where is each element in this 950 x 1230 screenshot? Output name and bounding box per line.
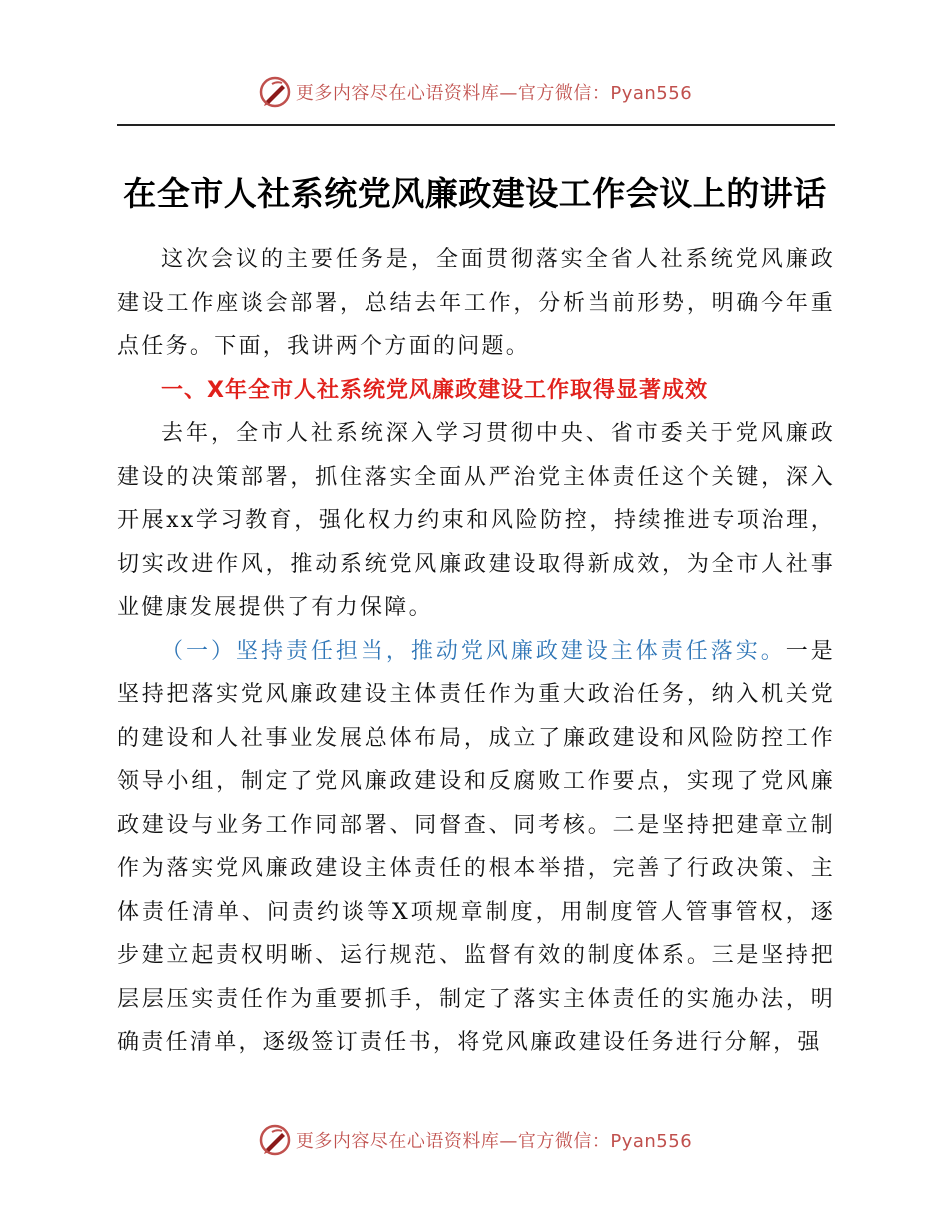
subsection-body: 一是坚持把落实党风廉政建设主体责任作为重大政治任务，纳入机关党的建设和人社事业发展总体布局，成立了廉政建设和风险防控工作领导小组，制定了党风廉政建设和反腐败工作要点，实现了党风廉政建设与业务工作同部署、同督查、同考核。二是坚持把建章立制作为落实党风廉政建设主体责任的根本举措，完善了行政决策、主体责任清单、问责约谈等X项规章制度，用制度管人管事管权，逐步建立起责权明晰、运行规范、监督有效的制度体系。三是坚持把层层压实责任作为重要抓手，制定了落实主体责任的实施办法，明确责任清单，逐级签订责任书，将党风廉政建设任务进行分解，强 (117, 638, 835, 1055)
section-heading: 一、X年全市人社系统党风廉政建设工作取得显著成效 (161, 377, 708, 403)
section-paragraph: 去年，全市人社系统深入学习贯彻中央、省市委关于党风廉政建设的决策部署，抓住落实全面从严治党主体责任这个关键，深入开展xx学习教育，强化权力约束和风险防控，持续推进专项治理，切实改进作风，推动系统党风廉政建设取得新成效，为全市人社事业健康发展提供了有力保障。 (117, 421, 835, 620)
watermark-text: 更多内容尽在心语资料库—官方微信：Pyan556 (295, 1131, 693, 1152)
document-body (117, 238, 835, 1065)
subsection-paragraph (117, 630, 835, 1065)
pen-logo-icon (258, 1123, 292, 1157)
header-watermark (0, 72, 950, 112)
header-divider (117, 124, 835, 126)
intro-paragraph: 这次会议的主要任务是，全面贯彻落实全省人社系统党风廉政建设工作座谈会部署，总结去年工作，分析当前形势，明确今年重点任务。下面，我讲两个方面的问题。 (117, 247, 835, 359)
document-title: 在全市人社系统党风廉政建设工作会议上的讲话 (123, 174, 827, 213)
footer-watermark (0, 1120, 950, 1160)
subsection-heading: （一）坚持责任担当，推动党风廉政建设主体责任落实。 (161, 638, 786, 664)
watermark-text: 更多内容尽在心语资料库—官方微信：Pyan556 (295, 83, 693, 104)
pen-logo-icon (258, 75, 292, 109)
